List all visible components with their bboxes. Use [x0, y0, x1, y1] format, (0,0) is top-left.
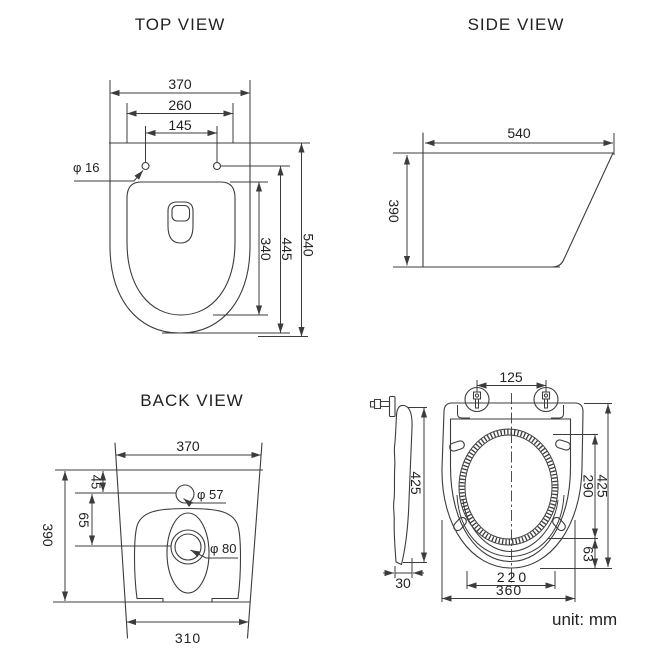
seat-top-view: [442, 369, 612, 602]
side-dim-390-label: 390: [386, 199, 402, 223]
outlet-circle-inner: [175, 534, 201, 560]
back-view: [40, 391, 263, 646]
dim-370-label: 370: [168, 76, 192, 92]
back-dim-390-label: 390: [40, 523, 56, 547]
trap-oval: [167, 513, 209, 593]
dim-445-label: 445: [279, 237, 295, 261]
seat-view: [371, 369, 613, 602]
seat-dim-425-label: 425: [594, 474, 611, 498]
side-view-title: SIDE VIEW: [467, 15, 565, 34]
unit-note: unit: mm: [552, 610, 618, 629]
back-dim-45-label: 45: [88, 474, 104, 490]
fixing-hole-left: [142, 163, 149, 170]
seat-opening-hatched-ring: [462, 432, 555, 542]
side-dim-540-label: 540: [507, 125, 531, 141]
dim-145-label: 145: [168, 117, 192, 133]
dim-340-label: 340: [258, 237, 274, 261]
back-dim-370-label: 370: [176, 438, 200, 454]
back-dim-65-label: 65: [76, 512, 92, 528]
flush-opening-inner: [172, 206, 190, 222]
top-view-title: TOP VIEW: [134, 15, 226, 34]
seat-dim-360-label: 360: [495, 582, 523, 598]
seat-side-profile: [371, 397, 428, 592]
seat-dim-125-label: 125: [499, 369, 523, 385]
seat-dim-425-profile-label: 425: [408, 471, 424, 495]
top-view: [73, 15, 317, 337]
fixing-hole-right: [214, 163, 221, 170]
side-view-outline: [393, 133, 614, 267]
back-dim-310-label: 310: [174, 630, 202, 646]
dim-260-label: 260: [168, 97, 192, 113]
seat-hinge-pin: [371, 400, 390, 409]
outlet-circle-outer: [171, 530, 205, 564]
seat-dim-63-label: 63: [580, 546, 597, 562]
back-view-title: BACK VIEW: [140, 391, 244, 410]
seat-hinge-plate: [390, 397, 396, 417]
top-view-extension-lines: [110, 80, 308, 337]
seat-dim-220-label: 220: [496, 569, 530, 585]
seat-dim-30-label: 30: [395, 575, 411, 591]
inlet-dia-label: φ 57: [197, 487, 224, 502]
side-view: [386, 15, 614, 267]
outlet-dia-label: φ 80: [210, 541, 237, 556]
hole-dia-label: φ 16: [73, 160, 100, 175]
side-view-dimension-lines: [407, 143, 613, 266]
seat-dim-290-label: 290: [580, 474, 597, 498]
dim-540-label: 540: [300, 233, 317, 257]
